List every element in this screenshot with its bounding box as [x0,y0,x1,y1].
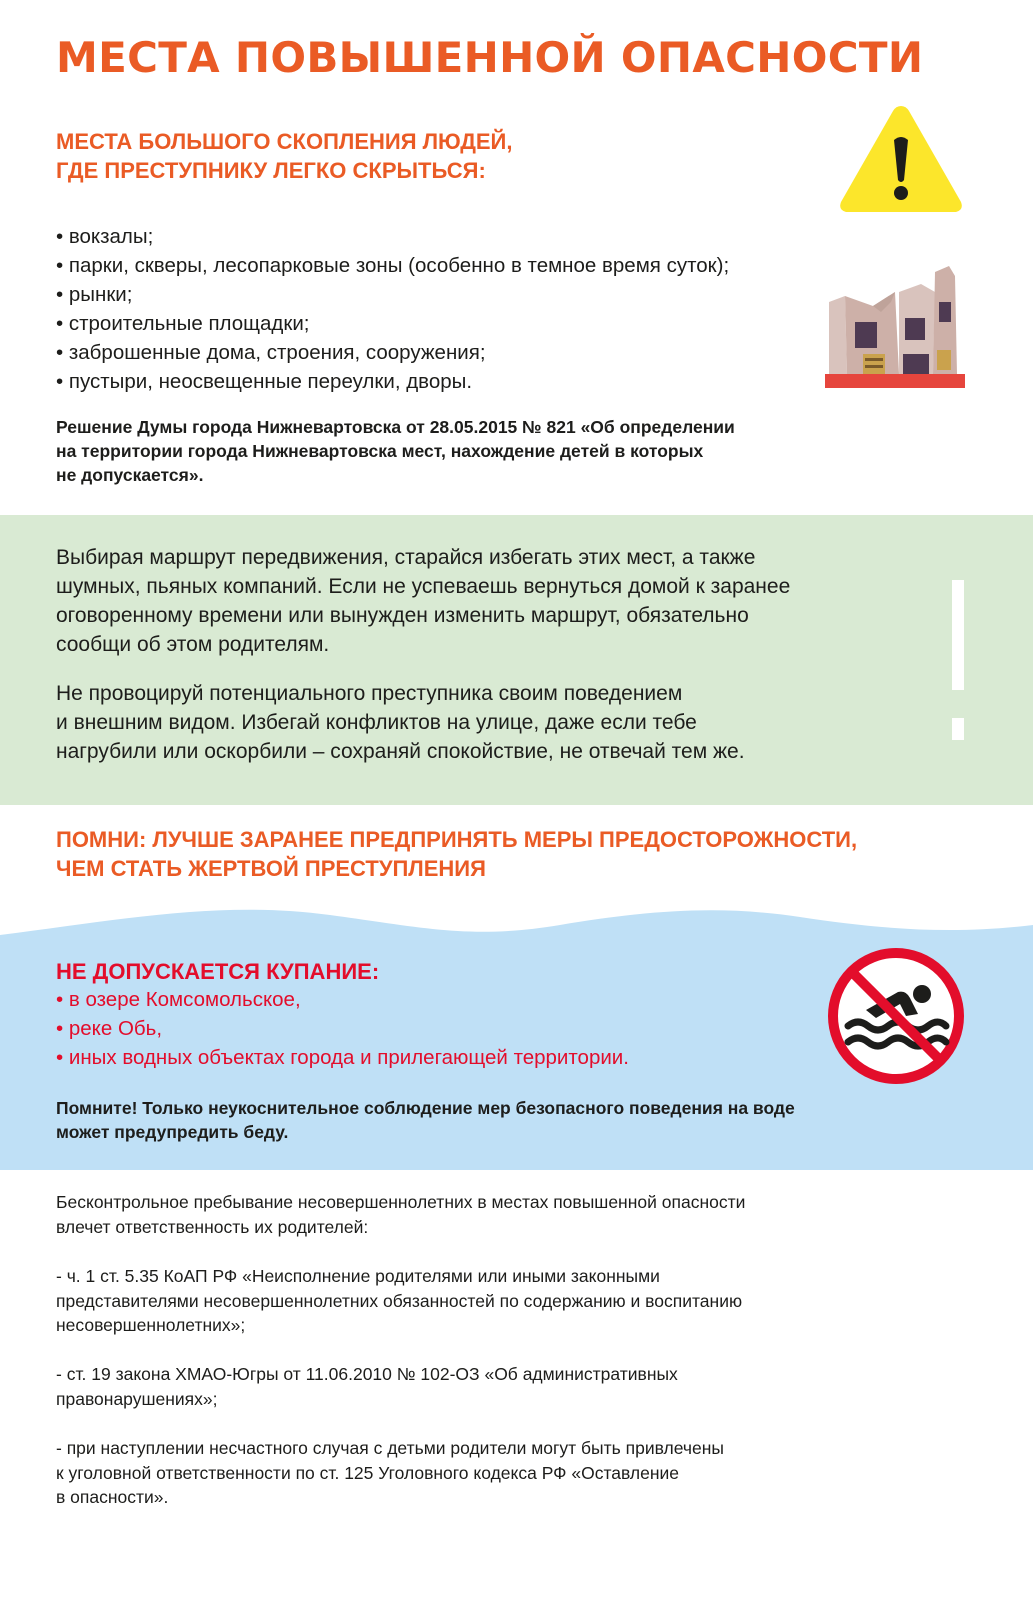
list-item: • заброшенные дома, строения, сооружения; [56,338,896,367]
advice-line: нагрубили или оскорбили – сохраняй спокойствие, не отвечай тем же. [56,740,745,763]
advice-line: Не провоцируй потенциального преступника своим поведением [56,682,683,705]
remember-heading [56,825,986,883]
decision-line: на территории города Нижневартовска мест, нахождение детей в которых [56,441,704,461]
resp-line: к уголовной ответственности по ст. 125 Уголовного кодекса РФ «Оставление [56,1462,680,1483]
advice-line: Выбирая маршрут передвижения, старайся избегать этих мест, а также [56,546,756,569]
list-item: • иных водных объектах города и прилегающей территории. [56,1043,816,1072]
list-item: • рынки; [56,280,896,309]
remember-line: ЧЕМ СТАТЬ ЖЕРТВОЙ ПРЕСТУПЛЕНИЯ [56,856,486,881]
list-item: • парки, скверы, лесопарковые зоны (особенно в темное время суток); [56,251,896,280]
decision-line: не допускается». [56,465,204,485]
resp-line: представителями несовершеннолетних обязанностей по содержанию и воспитанию [56,1290,743,1311]
responsibility-item-koap [56,1264,936,1338]
behavior-advice-paragraph [56,679,936,766]
duma-decision-reference [56,415,886,487]
no-swimming-list [56,985,816,1072]
note-line: может предупредить беду. [56,1122,289,1142]
list-item: • реке Обь, [56,1014,816,1043]
list-item: • строительные площадки; [56,309,896,338]
no-swimming-icon [826,946,966,1086]
responsibility-item-hmao-law [56,1362,936,1411]
list-item: • в озере Комсомольское, [56,985,816,1014]
dangerous-places-list [56,222,896,396]
advice-line: сообщи об этом родителям. [56,633,330,656]
exclamation-dot-icon [952,718,964,740]
resp-line: несовершеннолетних»; [56,1315,246,1335]
note-line: Помните! Только неукоснительное соблюдение мер безопасного поведения на воде [56,1098,795,1118]
advice-line: шумных, пьяных компаний. Если не успеваешь вернуться домой к заранее [56,575,791,598]
resp-line: Бесконтрольное пребывание несовершеннолетних в местах повышенной опасности [56,1192,746,1212]
exclamation-bar-icon [952,580,964,690]
decision-line: Решение Думы города Нижневартовска от 28.05.2015 № 821 «Об определении [56,417,735,437]
remember-line: ПОМНИ: ЛУЧШЕ ЗАРАНЕЕ ПРЕДПРИНЯТЬ МЕРЫ ПРЕДОСТОРОЖНОСТИ, [56,827,858,852]
resp-line: влечет ответственность их родителей: [56,1216,369,1237]
resp-line: - при наступлении несчастного случая с детьми родители могут быть привлечены [56,1438,724,1458]
resp-line: - ст. 19 закона ХМАО-Югры от 11.06.2010 № 102-ОЗ «Об административных [56,1364,678,1384]
water-safety-note [56,1096,956,1144]
responsibility-item-criminal-code [56,1436,936,1510]
ruined-building-icon [825,262,965,390]
warning-triangle-icon [836,100,966,218]
crowd-places-heading [56,127,756,185]
crowd-places-heading-line: МЕСТА БОЛЬШОГО СКОПЛЕНИЯ ЛЮДЕЙ, [56,129,513,154]
page-title: МЕСТА ПОВЫШЕННОЙ ОПАСНОСТИ [56,33,924,82]
resp-line: - ч. 1 ст. 5.35 КоАП РФ «Неисполнение родителями или иными законными [56,1266,660,1286]
resp-line: в опасности». [56,1487,169,1507]
responsibility-intro [56,1190,936,1239]
no-swimming-heading: НЕ ДОПУСКАЕТСЯ КУПАНИЕ: [56,959,380,984]
crowd-places-heading-line: ГДЕ ПРЕСТУПНИКУ ЛЕГКО СКРЫТЬСЯ: [56,158,486,183]
advice-line: и внешним видом. Избегай конфликтов на улице, даже если тебе [56,711,697,734]
list-item: • пустыри, неосвещенные переулки, дворы. [56,367,896,396]
route-advice-paragraph [56,543,936,659]
list-item: • вокзалы; [56,222,896,251]
advice-line: оговоренному времени или вынужден изменить маршрут, обязательно [56,604,749,627]
resp-line: правонарушениях»; [56,1388,218,1409]
